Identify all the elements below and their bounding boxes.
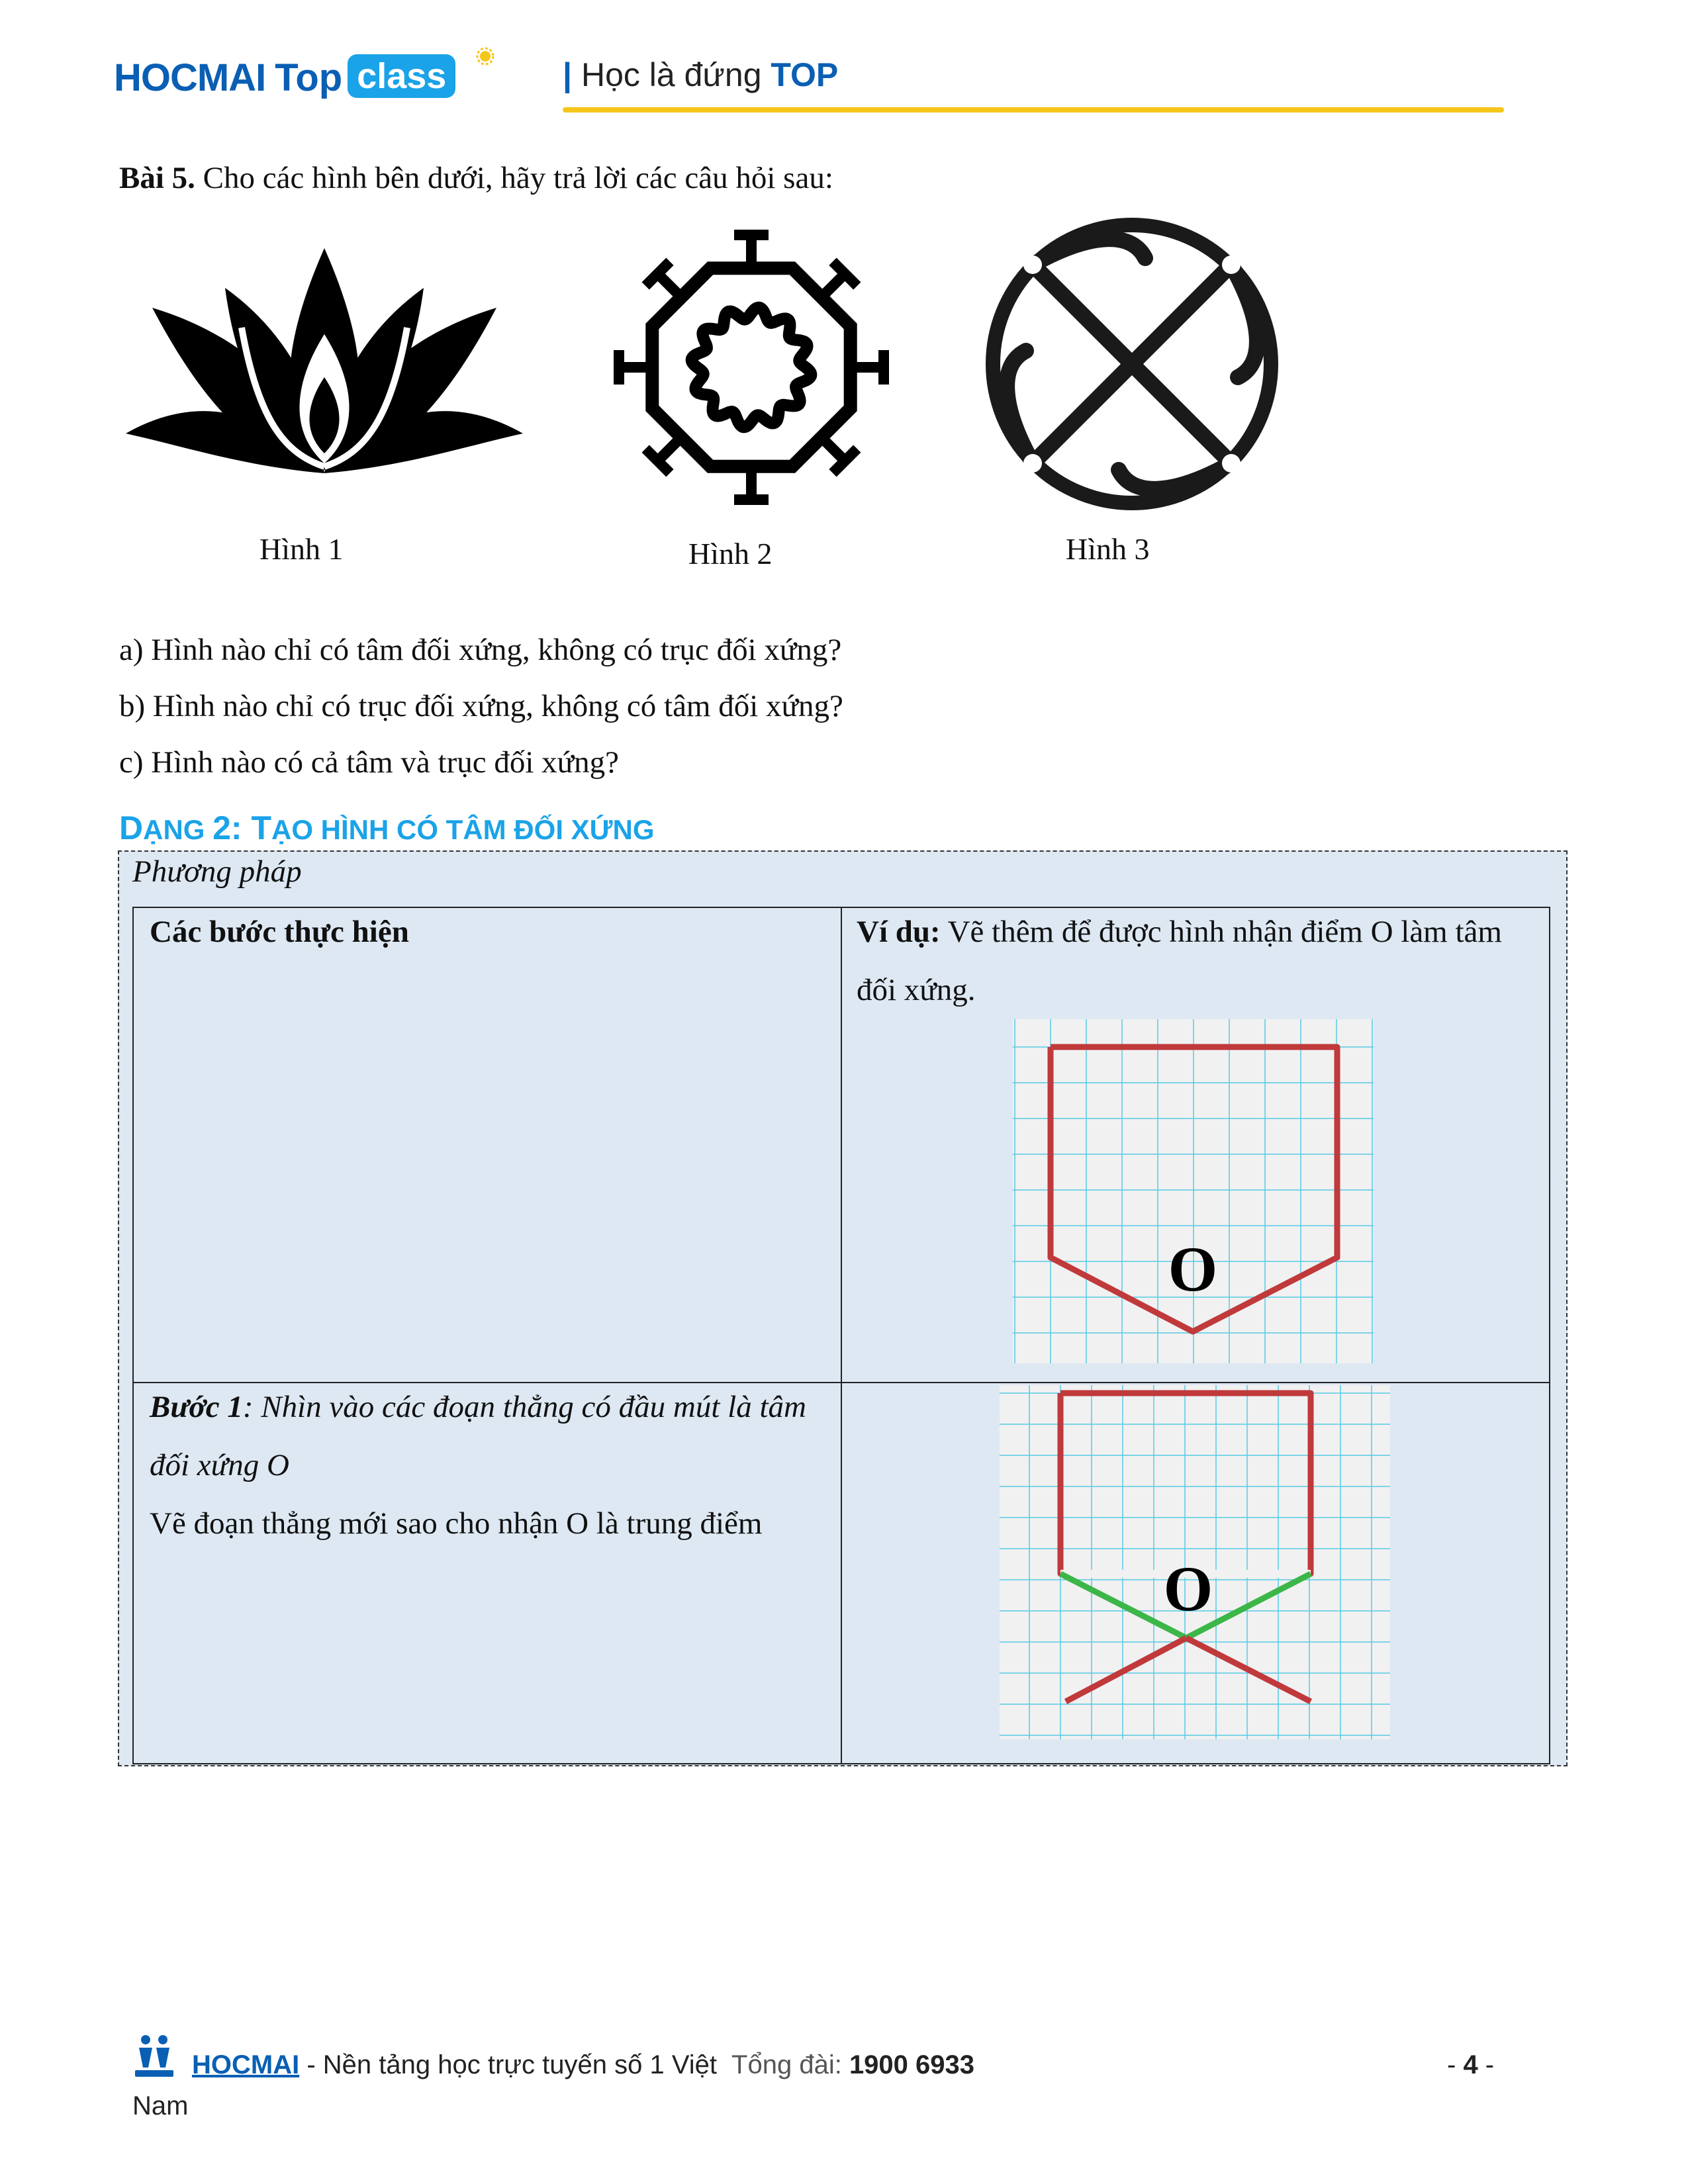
table-column-divider (841, 907, 842, 1764)
section-title (119, 809, 655, 847)
column-header-steps: Các bước thực hiện (150, 915, 409, 949)
footer-brand-link[interactable]: HOCMAI (192, 2050, 300, 2079)
footer-hotline-label: Tổng đài: (731, 2050, 849, 2079)
figure-3-caption: Hình 3 (1066, 532, 1150, 566)
figure-1-caption: Hình 1 (259, 532, 344, 566)
figure-2-caption: Hình 2 (688, 537, 773, 570)
question-c: c) Hình nào có cả tâm và trục đối xứng? (119, 745, 620, 780)
step-1-instruction: Vẽ đoạn thẳng mới sao cho nhận O là trung điểm (150, 1506, 763, 1541)
page-number (1447, 2050, 1494, 2080)
example-text (857, 903, 1538, 1019)
example-grid-step1 (1000, 1385, 1390, 1739)
brand-class: class (348, 54, 455, 98)
example-grid-before (1013, 1019, 1374, 1363)
tagline-bar: | (563, 56, 572, 93)
question-b: b) Hình nào chỉ có trục đối xứng, không có tâm đối xứng? (119, 689, 843, 723)
step-1-italic: : Nhìn vào các đoạn thẳng có đầu mút là tâm đối xứng O (150, 1390, 806, 1482)
page-value: 4 (1463, 2050, 1478, 2079)
tagline (563, 56, 838, 94)
section-title-c: 2: T (212, 809, 272, 846)
brand-logo (114, 54, 455, 114)
header-divider (563, 107, 1504, 113)
footer-hotline: 1900 6933 (849, 2050, 975, 2079)
swirl-figure (980, 212, 1284, 516)
step-1-label: Bước 1 (150, 1390, 243, 1424)
exercise-title (119, 160, 833, 196)
step-1-text (150, 1378, 825, 1553)
footer-description: - Nền tảng học trực tuyến số 1 Việt (299, 2050, 718, 2079)
sun-icon (475, 46, 495, 66)
method-label: Phương pháp (132, 854, 302, 889)
section-title-d: ẠO HÌNH CÓ TÂM ĐỐI XỨNG (271, 814, 655, 845)
lotus-figure (126, 235, 523, 500)
example-description: Vẽ thêm để được hình nhận điểm O làm tâm đối xứng. (857, 915, 1502, 1007)
page-suffix: - (1477, 2050, 1495, 2079)
exercise-prompt: Cho các hình bên dưới, hãy trả lời các câu hỏi sau: (195, 161, 833, 195)
example-label: Ví dụ: (857, 915, 941, 949)
hocmai-people-logo-icon (131, 2033, 177, 2079)
brand-hocmai: HOCMAI (114, 56, 266, 99)
tagline-top: TOP (771, 56, 839, 93)
exercise-label: Bài 5. (119, 161, 195, 195)
section-title-b: ẠNG (143, 814, 213, 845)
tagline-text: Học là đứng (581, 56, 771, 93)
point-o-label-2: O (1163, 1553, 1213, 1624)
footer-text (192, 2050, 974, 2080)
section-title-a: D (119, 809, 144, 846)
gear-figure (606, 222, 897, 513)
page-prefix: - (1447, 2050, 1464, 2079)
footer-text-line2: Nam (132, 2091, 189, 2120)
brand-top: Top (275, 56, 343, 99)
point-o-label-1: O (1168, 1234, 1218, 1304)
question-a: a) Hình nào chỉ có tâm đối xứng, không có trục đối xứng? (119, 633, 842, 667)
